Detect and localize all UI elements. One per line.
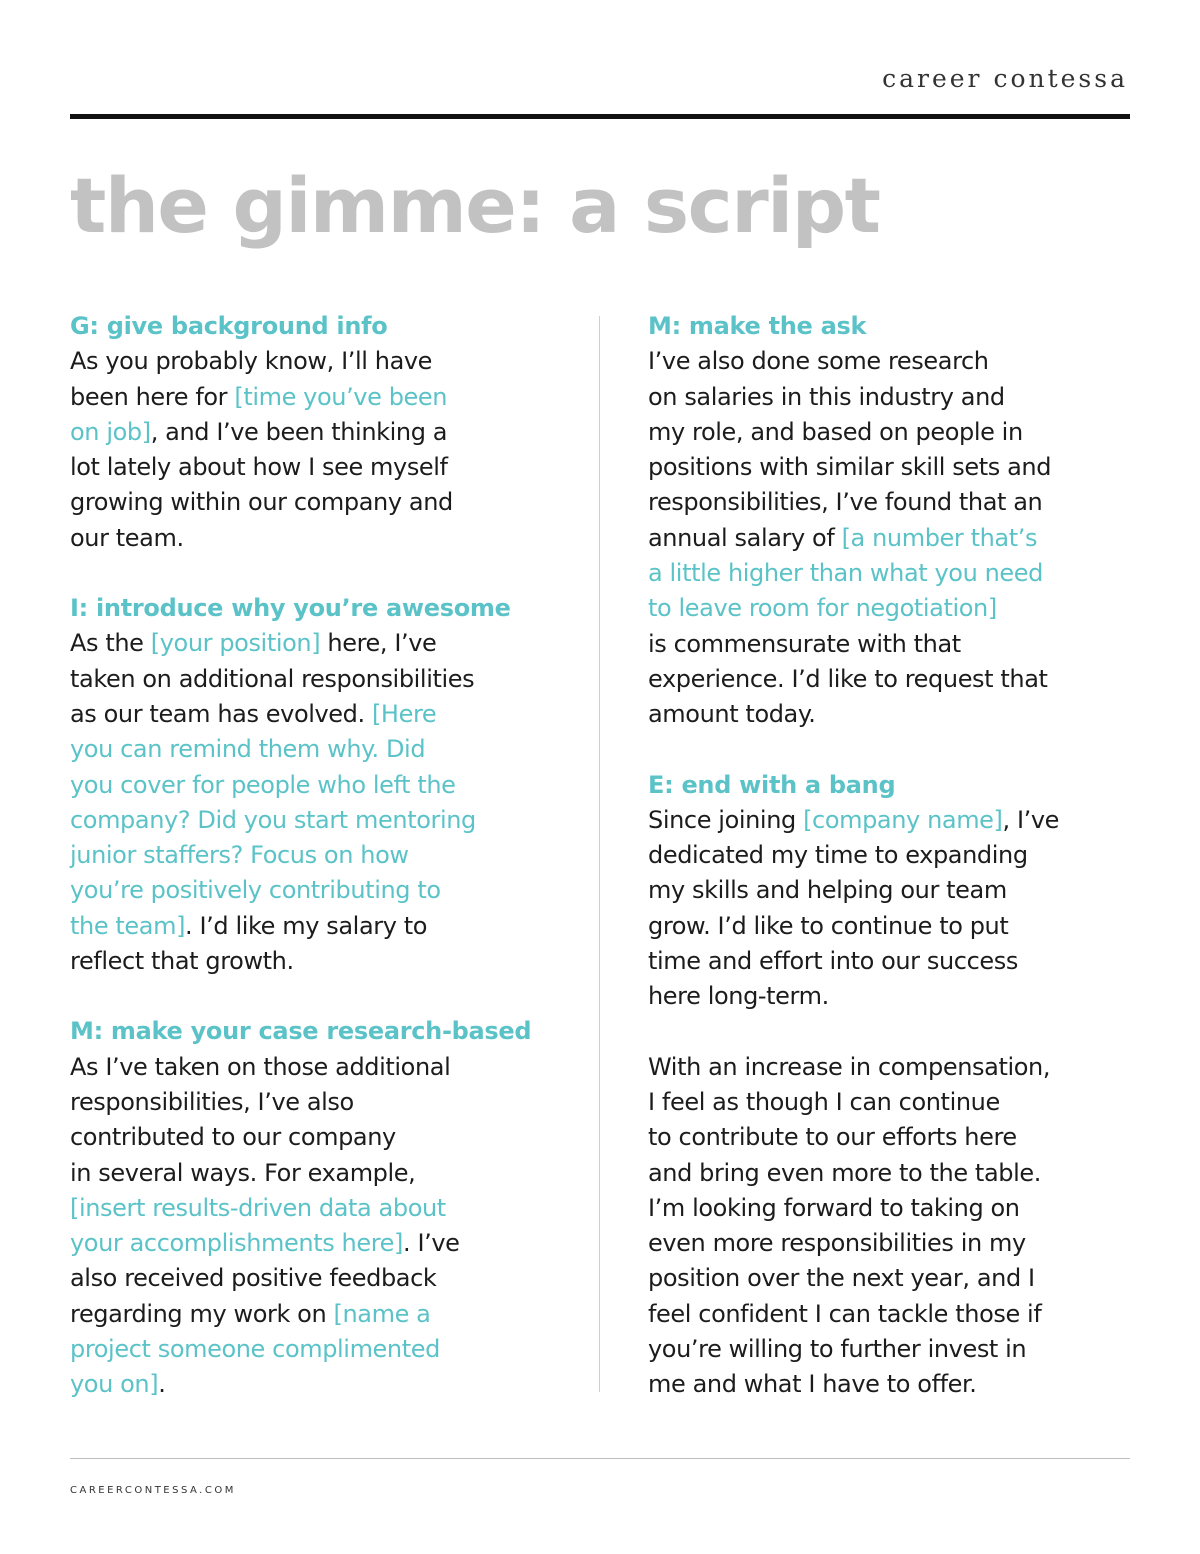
placeholder-text: [your position] <box>150 629 321 658</box>
script-line <box>648 909 1138 944</box>
script-line <box>70 415 575 450</box>
script-text: I’m looking forward to taking on <box>648 1193 1020 1222</box>
script-text: . <box>158 1370 166 1399</box>
script-line <box>70 909 575 944</box>
section-closing <box>648 1050 1138 1403</box>
script-text: As I’ve taken on those additional <box>70 1052 451 1081</box>
script-line <box>70 1120 575 1155</box>
section-introduce-awesome <box>70 591 575 979</box>
script-text: responsibilities, I’ve found that an <box>648 488 1043 517</box>
script-line <box>70 662 575 697</box>
script-text: on salaries in this industry and <box>648 382 1005 411</box>
script-text: my skills and helping our team <box>648 876 1007 905</box>
placeholder-text: [name a <box>333 1299 431 1328</box>
script-text: , I’ve <box>1002 805 1060 834</box>
script-text: time and effort into our success <box>648 947 1018 976</box>
script-line <box>648 485 1138 520</box>
script-line <box>648 1120 1138 1155</box>
script-line <box>70 838 575 873</box>
script-text: as our team has evolved. <box>70 699 372 728</box>
section-give-background <box>70 309 575 556</box>
script-line <box>648 1261 1138 1296</box>
script-text: growing within our company and <box>70 488 453 517</box>
footer-rule <box>70 1458 1130 1459</box>
script-line <box>70 485 575 520</box>
placeholder-text: [a number that’s <box>841 523 1038 552</box>
script-text: reflect that growth. <box>70 947 294 976</box>
left-column <box>70 309 575 1438</box>
script-line <box>648 1297 1138 1332</box>
script-line <box>648 873 1138 908</box>
script-line <box>648 450 1138 485</box>
script-text: is commensurate with that <box>648 629 961 658</box>
placeholder-text: project someone complimented <box>70 1335 440 1364</box>
header-rule <box>70 114 1130 119</box>
brand-wordmark: career contessa <box>882 64 1128 93</box>
script-line <box>70 1367 575 1402</box>
script-text: As you probably know, I’ll have <box>70 347 433 376</box>
section-heading: M: make your case research-based <box>70 1017 532 1046</box>
script-text: annual salary of <box>648 523 842 552</box>
script-line <box>648 1226 1138 1261</box>
script-line <box>70 1156 575 1191</box>
script-text: here, I’ve <box>320 629 437 658</box>
script-text: also received positive feedback <box>70 1264 437 1293</box>
placeholder-text: your accomplishments here] <box>70 1229 403 1258</box>
script-text: With an increase in compensation, <box>648 1052 1051 1081</box>
script-text: even more responsibilities in my <box>648 1229 1026 1258</box>
script-line <box>70 944 575 979</box>
section-body <box>70 626 575 979</box>
section-heading: E: end with a bang <box>648 770 896 799</box>
script-line <box>648 415 1138 450</box>
script-line <box>70 450 575 485</box>
script-text: positions with similar skill sets and <box>648 453 1052 482</box>
script-line <box>648 1332 1138 1367</box>
script-text: and bring even more to the table. <box>648 1158 1041 1187</box>
script-line <box>648 662 1138 697</box>
script-text: my role, and based on people in <box>648 417 1023 446</box>
script-text: to contribute to our efforts here <box>648 1123 1017 1152</box>
script-line <box>648 944 1138 979</box>
script-text: grow. I’d like to continue to put <box>648 911 1009 940</box>
script-text: our team. <box>70 523 184 552</box>
script-text: me and what I have to offer. <box>648 1370 977 1399</box>
placeholder-text: you cover for people who left the <box>70 770 456 799</box>
section-body <box>70 1050 575 1403</box>
script-line <box>70 1332 575 1367</box>
section-body <box>648 1050 1138 1403</box>
placeholder-text: company? Did you start mentoring <box>70 805 476 834</box>
script-text: regarding my work on <box>70 1299 334 1328</box>
script-line <box>648 556 1138 591</box>
script-text: position over the next year, and I <box>648 1264 1035 1293</box>
script-text: Since joining <box>648 805 804 834</box>
script-text: been here for <box>70 382 235 411</box>
script-line <box>648 1156 1138 1191</box>
script-line <box>648 1191 1138 1226</box>
script-text: you’re willing to further invest in <box>648 1335 1027 1364</box>
script-line <box>648 380 1138 415</box>
script-line <box>70 380 575 415</box>
script-text: amount today. <box>648 700 816 729</box>
script-text: , and I’ve been thinking a <box>150 417 448 446</box>
placeholder-text: [time you’ve been <box>234 382 448 411</box>
script-line <box>70 1050 575 1085</box>
script-text: I feel as though I can continue <box>648 1087 1000 1116</box>
section-end-with-bang <box>648 768 1138 1015</box>
placeholder-text: you on] <box>70 1370 159 1399</box>
section-body <box>648 803 1138 1015</box>
placeholder-text: [company name] <box>803 805 1003 834</box>
script-text: taken on additional responsibilities <box>70 664 475 693</box>
section-make-case <box>70 1014 575 1402</box>
script-text: . I’ve <box>402 1229 460 1258</box>
script-line <box>70 697 575 732</box>
script-line <box>70 1085 575 1120</box>
script-line <box>648 803 1138 838</box>
script-line <box>70 1261 575 1296</box>
column-divider <box>599 316 600 1392</box>
script-text: . I’d like my salary to <box>185 911 428 940</box>
script-line <box>70 521 575 556</box>
script-text: lot lately about how I see myself <box>70 453 448 482</box>
script-text: contributed to our company <box>70 1123 396 1152</box>
script-text: As the <box>70 629 151 658</box>
script-line <box>70 732 575 767</box>
placeholder-text: to leave room for negotiation] <box>648 594 997 623</box>
placeholder-text: the team] <box>70 911 186 940</box>
section-make-ask <box>648 309 1138 733</box>
script-text: I’ve also done some research <box>648 347 989 376</box>
placeholder-text: you’re positively contributing to <box>70 876 441 905</box>
section-heading: I: introduce why you’re awesome <box>70 594 511 623</box>
script-line <box>648 697 1138 732</box>
placeholder-text: junior staffers? Focus on how <box>70 841 409 870</box>
page-title: the gimme: a script <box>70 161 880 250</box>
footer-url: CAREERCONTESSA.COM <box>70 1485 236 1496</box>
script-line <box>648 521 1138 556</box>
script-line <box>648 1085 1138 1120</box>
placeholder-text: a little higher than what you need <box>648 559 1043 588</box>
section-heading: G: give background info <box>70 312 388 340</box>
script-line <box>70 1226 575 1261</box>
script-line <box>648 591 1138 626</box>
placeholder-text: you can remind them why. Did <box>70 735 426 764</box>
script-text: in several ways. For example, <box>70 1158 416 1187</box>
script-line <box>70 1191 575 1226</box>
script-line <box>648 627 1138 662</box>
script-line <box>70 768 575 803</box>
section-body <box>70 344 575 556</box>
script-line <box>70 873 575 908</box>
right-column <box>648 309 1138 1438</box>
placeholder-text: [insert results-driven data about <box>70 1193 446 1222</box>
script-line <box>648 1050 1138 1085</box>
script-text: feel confident I can tackle those if <box>648 1299 1042 1328</box>
section-body <box>648 344 1138 732</box>
section-heading: M: make the ask <box>648 312 867 340</box>
script-text: responsibilities, I’ve also <box>70 1087 354 1116</box>
script-line <box>648 1367 1138 1402</box>
script-line <box>70 344 575 379</box>
script-line <box>648 344 1138 379</box>
script-text: here long-term. <box>648 982 829 1011</box>
script-line <box>70 1297 575 1332</box>
script-line <box>70 803 575 838</box>
script-line <box>648 838 1138 873</box>
script-text: dedicated my time to expanding <box>648 841 1028 870</box>
placeholder-text: [Here <box>371 699 437 728</box>
script-text: experience. I’d like to request that <box>648 664 1048 693</box>
script-line <box>70 626 575 661</box>
script-line <box>648 979 1138 1014</box>
placeholder-text: on job] <box>70 417 151 446</box>
